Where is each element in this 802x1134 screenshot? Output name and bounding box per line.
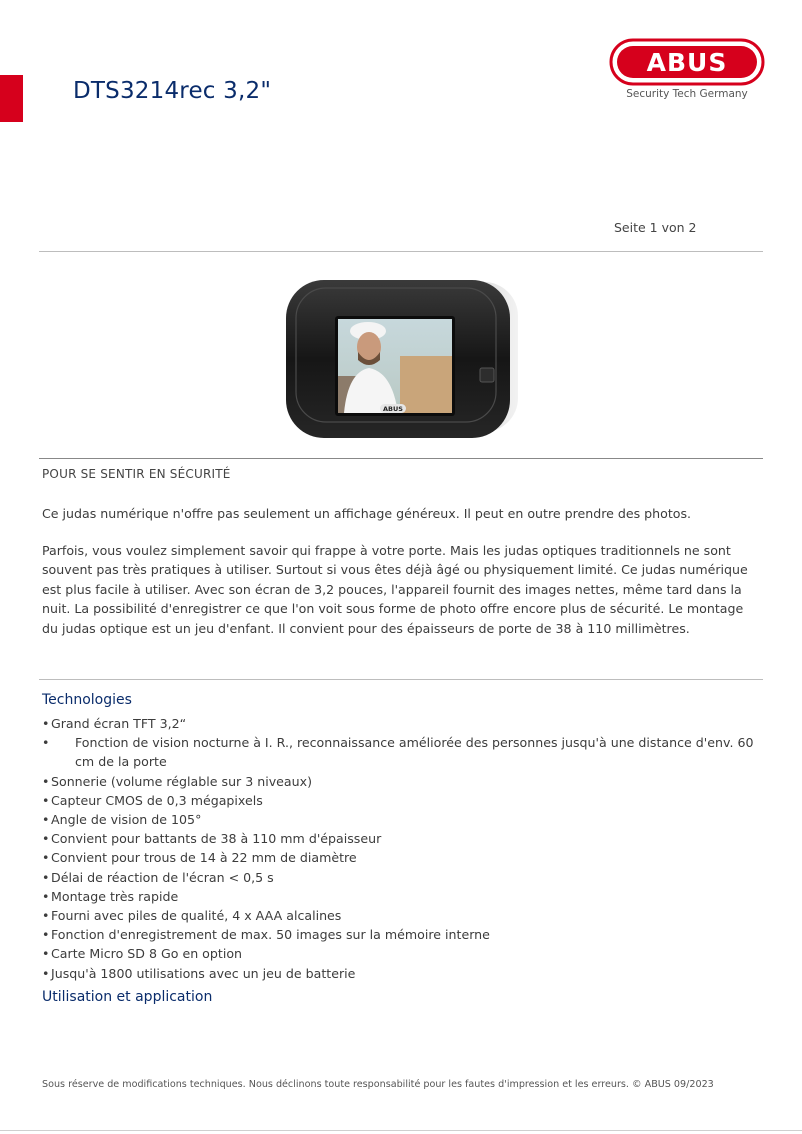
technologies-heading: Technologies xyxy=(42,692,132,708)
intro-body: Parfois, vous voulez simplement savoir qui frappe à votre porte. Mais les judas optiques traditionnels ne sont souvent pas très pratiques à utiliser. Surtout si vous êtes déjà âgé ou physiquement limité. Ce judas numérique est plus facile à utiliser. Avec son écran de 3,2 pouces, l'appareil fournit des images nettes, même tard dans la nuit. La possibilité d'enregistrer ce que l'on voit sous forme de photo offre encore plus de sécurité. Le montage du judas optique est un jeu d'enfant. Il convient pour des épaisseurs de porte de 38 à 110 millimètres. xyxy=(42,543,748,636)
page-number: Seite 1 von 2 xyxy=(614,220,697,235)
list-item xyxy=(42,733,764,771)
list-item: • Grand écran TFT 3,2“ xyxy=(42,714,764,733)
list-item: • Angle de vision de 105° xyxy=(42,810,764,829)
page-title: DTS3214rec 3,2" xyxy=(73,78,272,104)
feature-list xyxy=(42,714,764,983)
logo-tagline: Security Tech Germany xyxy=(626,88,748,100)
divider xyxy=(39,458,763,459)
intro-lead: Ce judas numérique n'offre pas seulement un affichage généreux. Il peut en outre prendre des photos. xyxy=(42,506,692,521)
red-accent-tab xyxy=(0,75,23,122)
device-logo: ABUS xyxy=(383,405,403,413)
list-item-text: • Fonction de vision nocturne à I. R., reconnaissance améliorée des personnes jusqu'à une distance d'env. 60 cm de la porte xyxy=(75,735,754,770)
list-item: • Sonnerie (volume réglable sur 3 niveaux) xyxy=(42,772,764,791)
section-caption: POUR SE SENTIR EN SÉCURITÉ xyxy=(42,467,231,481)
list-item: • Montage très rapide xyxy=(42,887,764,906)
page-bottom-rule xyxy=(0,1130,802,1131)
abus-logo-mark xyxy=(609,38,765,86)
list-item: • Capteur CMOS de 0,3 mégapixels xyxy=(42,791,764,810)
divider xyxy=(39,679,763,680)
abus-logo xyxy=(609,38,765,104)
list-item: • Convient pour trous de 14 à 22 mm de diamètre xyxy=(42,848,764,867)
usage-heading: Utilisation et application xyxy=(42,989,213,1005)
logo-wordmark: ABUS xyxy=(646,48,728,77)
product-image xyxy=(282,276,522,442)
list-item: • Délai de réaction de l'écran < 0,5 s xyxy=(42,868,764,887)
list-item: • Carte Micro SD 8 Go en option xyxy=(42,944,764,963)
list-item: • Fonction d'enregistrement de max. 50 images sur la mémoire interne xyxy=(42,925,764,944)
list-item: • Jusqu'à 1800 utilisations avec un jeu de batterie xyxy=(42,964,764,983)
divider xyxy=(39,251,763,252)
list-item: • Convient pour battants de 38 à 110 mm d'épaisseur xyxy=(42,829,764,848)
list-item: • Fourni avec piles de qualité, 4 x AAA alcalines xyxy=(42,906,764,925)
footer-disclaimer: Sous réserve de modifications techniques. Nous déclinons toute responsabilité pour les fautes d'impression et les erreurs. © ABUS 09/2023 xyxy=(42,1079,714,1090)
